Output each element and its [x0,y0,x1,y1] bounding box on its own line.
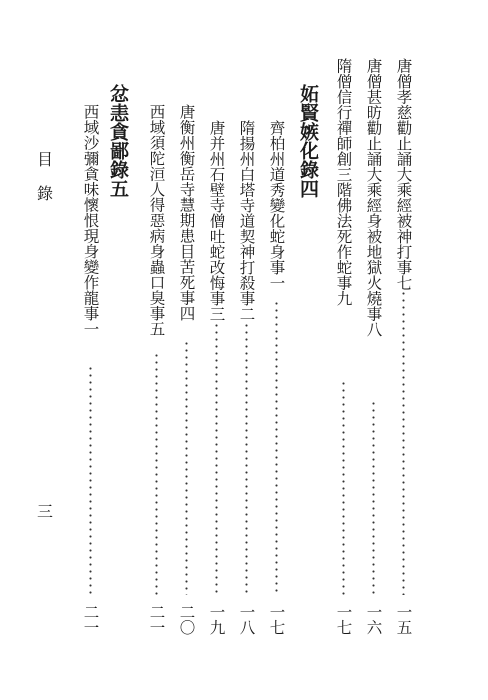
toc-entry-title: 唐衡州衡岳寺慧期患目苦死事四 [177,104,196,321]
toc-entry-title: 唐僧孝慈勸止誦大乘經被神打事七 [394,58,413,291]
toc-entry-page: 二一 [147,604,166,635]
toc-entry-page: 二一 [81,604,100,635]
section-title: 忿恚貪鄙錄五 [107,84,129,198]
toc-entry-page: 一九 [207,604,226,635]
leader-dots [275,300,278,595]
leader-dots [245,322,248,595]
leader-dots [215,322,218,595]
toc-entry-title: 隋僧信行禪師創三階佛法死作蛇事九 [334,58,353,306]
toc-entry-title: 齊柏州道秀變化蛇身事一 [267,120,286,291]
toc-entry-page: 一五 [394,604,413,635]
section-title: 妬賢嫉化錄四 [297,84,319,198]
leader-dots [185,340,188,595]
toc-entry-page: 一七 [334,604,353,635]
toc-entry-page: 一六 [364,604,383,635]
leader-dots [372,400,375,595]
toc-entry-title: 唐僧甚昉勸止誦大乘經身被地獄火燒事八 [364,58,383,337]
page-number: 三 [37,502,54,521]
toc-entry-title: 西域沙彌貪味懷恨現身變作龍事一 [81,104,100,337]
toc-entry-page: 二〇 [177,604,196,635]
toc-entry-title: 唐并州石壁寺僧吐蛇改悔事三 [207,120,226,322]
leader-dots [155,352,158,595]
leader-dots [342,380,345,595]
leader-dots [89,365,92,595]
toc-entry-title: 西域須陀洹人得惡病身蟲口臭事五 [147,104,166,337]
toc-entry-page: 一七 [267,604,286,635]
page-header-char: 錄 [37,184,54,203]
leader-dots [402,290,405,595]
toc-entry-page: 一八 [237,604,256,635]
page-header-char: 目 [37,150,54,169]
toc-entry-title: 隋揚州白塔寺道契神打殺事二 [237,120,256,322]
